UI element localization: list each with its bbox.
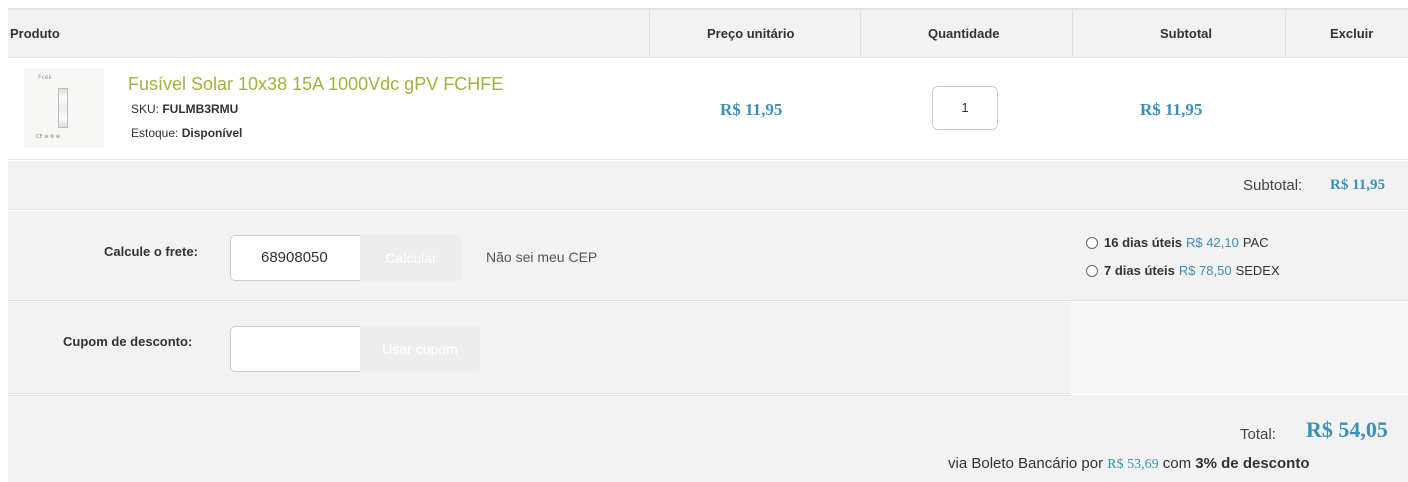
cart-item-row [8,58,1408,160]
product-thumbnail[interactable] [24,68,104,148]
shipping-label: Calcule o frete: [104,244,198,259]
product-stock [131,126,242,140]
header-product: Produto [10,26,60,41]
unknown-cep-link[interactable]: Não sei meu CEP [486,249,598,265]
shipping-option-pac[interactable] [1086,235,1269,250]
total-label: Total: [1240,426,1276,443]
total-value: R$ 54,05 [1306,417,1388,442]
boleto-mid: com [1158,455,1196,472]
thumbnail-brand-text: Fcek [38,74,52,81]
product-sku [131,102,238,116]
item-subtotal: R$ 11,95 [1140,100,1203,119]
thumbnail-marks-text: CE ⊕ ⊗ ⊕ [36,134,60,140]
fuse-image [58,88,68,128]
apply-coupon-button[interactable]: Usar cupom [360,326,480,372]
header-divider [649,10,650,58]
product-name-link[interactable]: Fusível Solar 10x38 15A 1000Vdc gPV FCHFE [128,74,504,94]
boleto-discount: 3% de desconto [1195,455,1310,472]
unit-price: R$ 11,95 [720,100,783,119]
boleto-offer [948,455,1310,473]
shipping-method: PAC [1242,235,1269,250]
shipping-price: R$ 78,50 [1178,263,1232,278]
shipping-days: 7 dias úteis [1104,263,1175,278]
shipping-method: SEDEX [1235,263,1280,278]
sku-label: SKU: [131,102,163,116]
radio-button[interactable] [1086,265,1098,277]
sku-value: FULMB3RMU [162,102,239,116]
boleto-prefix: via Boleto Bancário por [948,455,1108,472]
shipping-days: 16 dias úteis [1104,235,1183,250]
calculate-shipping-button[interactable]: Calcular [360,235,462,281]
coupon-input[interactable] [230,326,362,372]
header-divider [1072,10,1073,58]
subtotal-bar [8,161,1408,210]
subtotal-label: Subtotal: [1243,177,1303,194]
coupon-section [8,302,1408,394]
cart-table-header [8,8,1408,58]
shipping-price: R$ 42,10 [1186,235,1239,250]
radio-button[interactable] [1086,237,1098,249]
divider [8,395,1070,396]
header-quantity: Quantidade [928,26,1000,41]
coupon-right-panel [1070,302,1408,394]
stock-label: Estoque: [131,126,182,140]
shipping-section [8,211,1408,301]
cep-input[interactable]: 68908050 [230,235,370,281]
header-divider [1285,10,1286,58]
boleto-price: R$ 53,69 [1107,457,1159,472]
header-remove: Excluir [1330,26,1374,41]
header-subtotal: Subtotal [1160,26,1212,41]
subtotal-value: R$ 11,95 [1330,177,1386,193]
shipping-option-sedex[interactable] [1086,263,1280,278]
quantity-input[interactable]: 1 [932,86,998,130]
header-divider [860,10,861,58]
stock-value: Disponível [181,126,243,140]
header-unit-price: Preço unitário [707,26,795,41]
coupon-label: Cupom de desconto: [63,334,193,349]
total-section [8,395,1408,482]
